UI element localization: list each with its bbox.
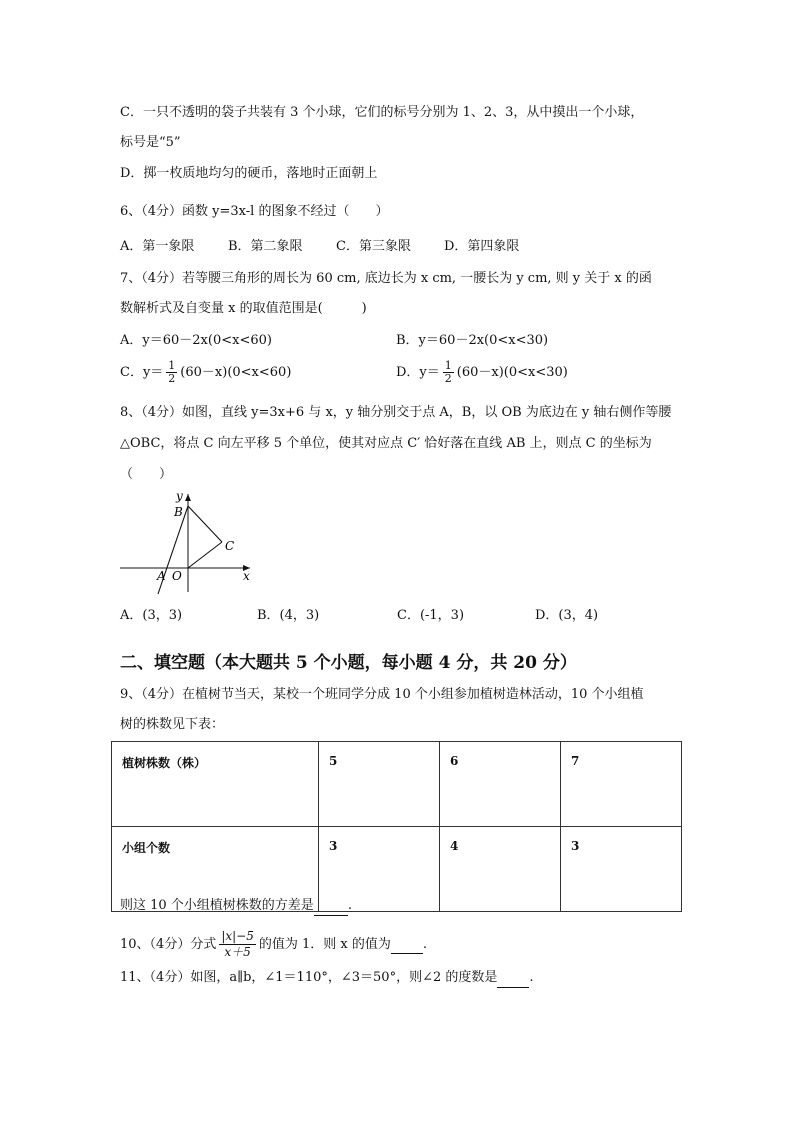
q7-stem-line2: 数解析式及自变量 x 的取值范围是( ) bbox=[120, 301, 367, 316]
segment-co bbox=[188, 542, 222, 568]
q8-option-c: C．(-1，3) bbox=[397, 608, 465, 623]
table-cell: 7 bbox=[561, 742, 682, 827]
q6-option-a: A．第一象限 bbox=[120, 239, 195, 254]
q10-answer-blank bbox=[391, 937, 423, 954]
q6-option-c: C．第三象限 bbox=[336, 239, 411, 254]
q7-option-d bbox=[396, 360, 568, 385]
q10-period: . bbox=[422, 937, 428, 952]
q9-period: . bbox=[347, 898, 352, 913]
q8-figure bbox=[118, 488, 256, 596]
table-cell: 植树株数（株） bbox=[112, 742, 319, 827]
q7-option-a: A．y＝60－2x(0<x<60) bbox=[120, 333, 272, 348]
q10-suffix: 的值为 1．则 x 的值为 bbox=[258, 937, 391, 952]
table-cell: 小组个数 bbox=[112, 827, 319, 912]
q7-option-c bbox=[120, 360, 291, 385]
label-o: O bbox=[172, 569, 182, 583]
label-y: y bbox=[176, 489, 183, 503]
q6-option-b: B．第二象限 bbox=[228, 239, 303, 254]
q9-table bbox=[111, 741, 682, 912]
label-x: x bbox=[243, 569, 250, 583]
q10-fraction: $\frac{|x|-5}{x+5}$ bbox=[221, 929, 254, 959]
q7-option-c-prefix: C．y＝ bbox=[120, 365, 164, 380]
table-cell: 3 bbox=[319, 827, 440, 912]
segment-bc bbox=[188, 506, 222, 542]
table-cell: 3 bbox=[561, 827, 682, 912]
q5-option-d: D．掷一枚质地均匀的硬币，落地时正面朝上 bbox=[120, 166, 378, 181]
q7-option-d-fraction: $\frac{1}{2}$ bbox=[444, 359, 452, 385]
q8-option-a: A．(3，3) bbox=[120, 608, 183, 623]
q9-after bbox=[120, 897, 352, 916]
q7-stem-line1: 7、（4分）若等腰三角形的周长为 60 cm, 底边长为 x cm, 一腰长为 y cm, 则 y 关于 x 的函 bbox=[120, 271, 652, 286]
q9-stem-line1: 9、（4分）在植树节当天，某校一个班同学分成 10 个小组参加植树造林活动，10 个小组植 bbox=[120, 687, 644, 702]
label-b: B bbox=[174, 505, 183, 519]
table-cell: 6 bbox=[440, 742, 561, 827]
q7-option-d-suffix: (60－x)(0<x<30) bbox=[456, 365, 568, 380]
q6-stem: 6、（4分）函数 y=3x-l 的图象不经过（ ） bbox=[120, 204, 389, 219]
q7-option-c-fraction: $\frac{1}{2}$ bbox=[168, 359, 176, 385]
q9-stem-line2: 树的株数见下表： bbox=[120, 717, 225, 732]
q7-option-b: B．y＝60－2x(0<x<30) bbox=[396, 333, 549, 348]
table-row bbox=[112, 742, 682, 827]
q11-answer-blank bbox=[497, 969, 529, 988]
q11-text: 11、（4分）如图，a∥b，∠1＝110°，∠3＝50°，则∠2 的度数是 bbox=[120, 970, 498, 985]
q5-option-c-line1: C．一只不透明的袋子共装有 3 个小球，它们的标号分别为 1、2、3，从中摸出一个小球， bbox=[120, 105, 644, 120]
q7-option-c-suffix: (60－x)(0<x<60) bbox=[180, 365, 292, 380]
q11-period: . bbox=[529, 970, 534, 985]
q8-option-b: B．(4，3) bbox=[257, 608, 320, 623]
q9-after-text: 则这 10 个小组植树株数的方差是 bbox=[120, 898, 314, 913]
table-cell: 4 bbox=[440, 827, 561, 912]
q11-line bbox=[120, 969, 534, 988]
q8-stem-line1: 8、（4分）如图，直线 y=3x+6 与 x，y 轴分别交于点 A，B，以 OB 为底边在 y 轴右侧作等腰 bbox=[120, 405, 672, 420]
q8-option-d: D．(3，4) bbox=[535, 608, 599, 623]
q7-option-d-prefix: D．y＝ bbox=[396, 365, 440, 380]
q10-line bbox=[120, 929, 427, 961]
q9-answer-blank bbox=[314, 897, 348, 916]
table-cell: 5 bbox=[319, 742, 440, 827]
q8-stem-line3: （ ） bbox=[120, 467, 173, 482]
section-title: 二、填空题（本大题共 5 个小题，每小题 4 分，共 20 分） bbox=[120, 653, 577, 673]
q5-option-c-line2: 标号是“5” bbox=[120, 135, 181, 150]
label-c: C bbox=[225, 539, 235, 553]
label-a: A bbox=[157, 569, 166, 583]
q10-prefix: 10、（4分）分式 bbox=[120, 937, 217, 952]
y-axis-arrow bbox=[185, 494, 191, 501]
q8-stem-line2: △OBC，将点 C 向左平移 5 个单位，使其对应点 C′ 恰好落在直线 AB 上，则点 C 的坐标为 bbox=[120, 436, 652, 451]
q6-option-d: D．第四象限 bbox=[444, 239, 520, 254]
